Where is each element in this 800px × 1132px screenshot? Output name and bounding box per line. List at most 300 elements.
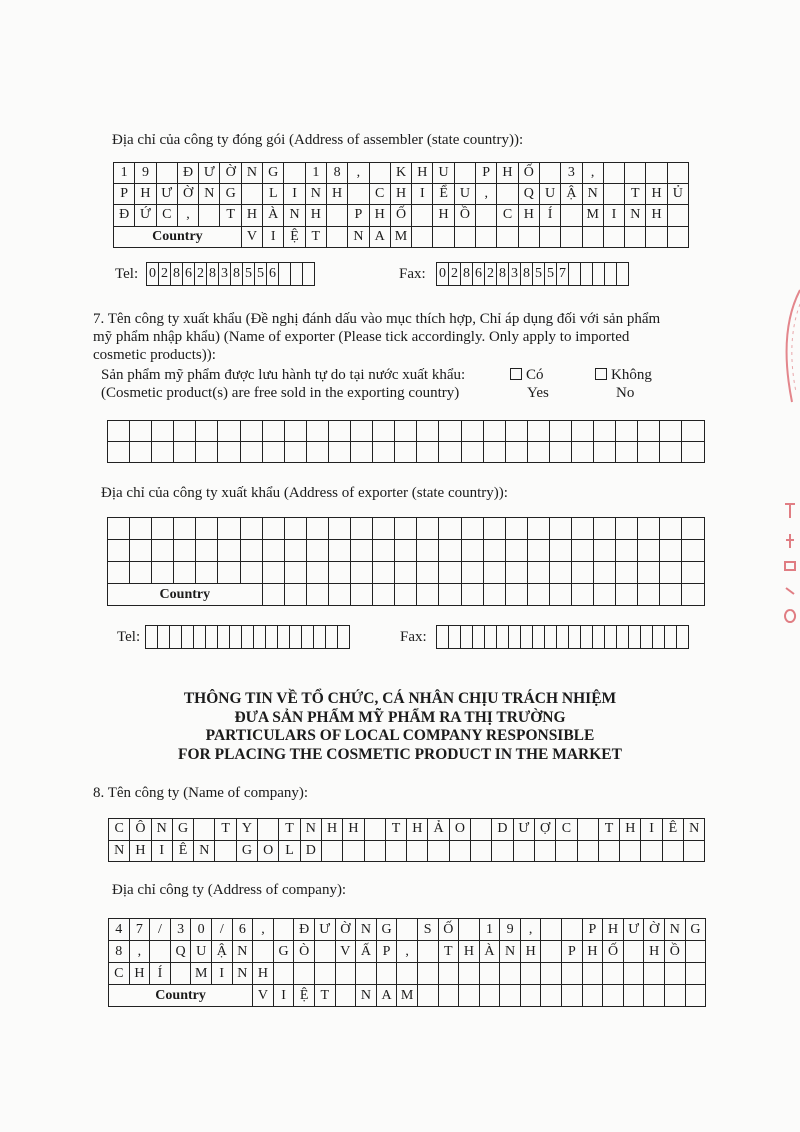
company-name-grid[interactable] bbox=[108, 818, 705, 862]
digit-box[interactable] bbox=[545, 626, 557, 649]
grid-cell[interactable] bbox=[373, 562, 395, 584]
grid-cell[interactable]: 4 bbox=[109, 919, 130, 941]
grid-cell[interactable] bbox=[373, 518, 395, 540]
grid-cell[interactable] bbox=[668, 163, 689, 184]
digit-box[interactable]: 2 bbox=[159, 263, 171, 286]
grid-cell[interactable]: Ậ bbox=[212, 941, 233, 963]
digit-box[interactable] bbox=[557, 626, 569, 649]
grid-cell[interactable] bbox=[484, 518, 506, 540]
grid-cell[interactable] bbox=[562, 963, 583, 985]
digit-box[interactable] bbox=[533, 626, 545, 649]
digit-box[interactable]: 8 bbox=[521, 263, 533, 286]
grid-cell[interactable] bbox=[412, 205, 433, 226]
grid-cell[interactable] bbox=[285, 442, 307, 463]
country-cell[interactable]: N bbox=[356, 985, 377, 1007]
digit-box[interactable] bbox=[509, 626, 521, 649]
grid-cell[interactable] bbox=[471, 819, 492, 841]
digit-box[interactable]: 7 bbox=[557, 263, 569, 286]
grid-cell[interactable]: Ể bbox=[433, 184, 454, 205]
digit-box[interactable] bbox=[617, 626, 629, 649]
grid-cell[interactable]: Ợ bbox=[535, 819, 556, 841]
grid-cell[interactable] bbox=[459, 919, 480, 941]
grid-cell[interactable] bbox=[604, 184, 625, 205]
grid-cell[interactable]: H bbox=[583, 941, 604, 963]
grid-cell[interactable]: N bbox=[284, 205, 305, 226]
exporter-address-grid[interactable] bbox=[107, 517, 705, 606]
grid-cell[interactable] bbox=[514, 841, 535, 863]
country-cell[interactable] bbox=[646, 227, 667, 248]
exporter-tel-boxes[interactable] bbox=[145, 625, 350, 649]
grid-cell[interactable]: N bbox=[500, 941, 521, 963]
country-cell[interactable] bbox=[562, 985, 583, 1007]
grid-cell[interactable] bbox=[572, 421, 594, 442]
grid-cell[interactable] bbox=[343, 841, 364, 863]
grid-cell[interactable]: T bbox=[220, 205, 241, 226]
country-cell[interactable] bbox=[519, 227, 540, 248]
grid-cell[interactable] bbox=[108, 562, 130, 584]
digit-box[interactable] bbox=[581, 626, 593, 649]
digit-box[interactable]: 8 bbox=[497, 263, 509, 286]
grid-cell[interactable]: Ư bbox=[624, 919, 645, 941]
grid-cell[interactable] bbox=[439, 540, 461, 562]
grid-cell[interactable]: H bbox=[253, 963, 274, 985]
grid-cell[interactable] bbox=[263, 562, 285, 584]
grid-cell[interactable] bbox=[528, 442, 550, 463]
grid-cell[interactable] bbox=[397, 919, 418, 941]
grid-cell[interactable] bbox=[242, 184, 263, 205]
grid-cell[interactable] bbox=[583, 963, 604, 985]
grid-cell[interactable] bbox=[196, 518, 218, 540]
grid-cell[interactable] bbox=[462, 442, 484, 463]
grid-cell[interactable]: N bbox=[194, 841, 215, 863]
grid-cell[interactable] bbox=[322, 841, 343, 863]
grid-cell[interactable] bbox=[439, 421, 461, 442]
grid-cell[interactable] bbox=[594, 518, 616, 540]
grid-cell[interactable]: , bbox=[397, 941, 418, 963]
grid-cell[interactable] bbox=[157, 163, 178, 184]
grid-cell[interactable]: M bbox=[191, 963, 212, 985]
grid-cell[interactable] bbox=[439, 562, 461, 584]
grid-cell[interactable] bbox=[480, 963, 501, 985]
grid-cell[interactable] bbox=[484, 562, 506, 584]
grid-cell[interactable] bbox=[550, 562, 572, 584]
grid-cell[interactable] bbox=[462, 518, 484, 540]
grid-cell[interactable]: Ờ bbox=[336, 919, 357, 941]
grid-cell[interactable]: H bbox=[521, 941, 542, 963]
grid-cell[interactable]: 0 bbox=[191, 919, 212, 941]
grid-cell[interactable] bbox=[274, 963, 295, 985]
grid-cell[interactable] bbox=[638, 562, 660, 584]
digit-box[interactable]: 2 bbox=[449, 263, 461, 286]
grid-cell[interactable] bbox=[351, 442, 373, 463]
grid-cell[interactable] bbox=[377, 963, 398, 985]
grid-cell[interactable] bbox=[484, 540, 506, 562]
grid-cell[interactable]: H bbox=[306, 205, 327, 226]
digit-box[interactable] bbox=[497, 626, 509, 649]
grid-cell[interactable]: P bbox=[562, 941, 583, 963]
grid-cell[interactable] bbox=[174, 421, 196, 442]
grid-cell[interactable] bbox=[348, 184, 369, 205]
grid-cell[interactable] bbox=[373, 421, 395, 442]
digit-box[interactable] bbox=[521, 626, 533, 649]
digit-box[interactable] bbox=[182, 626, 194, 649]
grid-cell[interactable] bbox=[294, 963, 315, 985]
digit-box[interactable] bbox=[677, 626, 689, 649]
grid-cell[interactable] bbox=[604, 163, 625, 184]
grid-cell[interactable] bbox=[351, 540, 373, 562]
digit-box[interactable] bbox=[641, 626, 653, 649]
grid-cell[interactable] bbox=[572, 518, 594, 540]
assembler-address-grid[interactable] bbox=[113, 162, 689, 248]
country-cell[interactable] bbox=[668, 227, 689, 248]
grid-cell[interactable] bbox=[373, 442, 395, 463]
grid-cell[interactable] bbox=[365, 841, 386, 863]
grid-cell[interactable] bbox=[641, 841, 662, 863]
grid-cell[interactable] bbox=[395, 421, 417, 442]
grid-cell[interactable] bbox=[253, 941, 274, 963]
digit-box[interactable] bbox=[449, 626, 461, 649]
country-cell[interactable] bbox=[528, 584, 550, 606]
grid-cell[interactable] bbox=[307, 442, 329, 463]
grid-cell[interactable]: Y bbox=[237, 819, 258, 841]
grid-cell[interactable] bbox=[174, 540, 196, 562]
grid-cell[interactable] bbox=[241, 442, 263, 463]
digit-box[interactable] bbox=[194, 626, 206, 649]
grid-cell[interactable]: Ờ bbox=[644, 919, 665, 941]
grid-cell[interactable] bbox=[130, 518, 152, 540]
grid-cell[interactable] bbox=[108, 442, 130, 463]
country-cell[interactable] bbox=[462, 584, 484, 606]
country-cell[interactable] bbox=[439, 584, 461, 606]
country-cell[interactable] bbox=[665, 985, 686, 1007]
grid-cell[interactable]: N bbox=[684, 819, 705, 841]
country-cell[interactable] bbox=[583, 227, 604, 248]
grid-cell[interactable] bbox=[395, 562, 417, 584]
grid-cell[interactable] bbox=[572, 562, 594, 584]
grid-cell[interactable]: , bbox=[583, 163, 604, 184]
grid-cell[interactable]: 1 bbox=[306, 163, 327, 184]
exporter-fax-boxes[interactable] bbox=[436, 625, 689, 649]
grid-cell[interactable] bbox=[351, 518, 373, 540]
country-cell[interactable] bbox=[484, 584, 506, 606]
country-cell[interactable] bbox=[412, 227, 433, 248]
country-cell[interactable] bbox=[307, 584, 329, 606]
grid-cell[interactable] bbox=[417, 518, 439, 540]
grid-cell[interactable]: C bbox=[109, 819, 130, 841]
grid-cell[interactable] bbox=[218, 562, 240, 584]
grid-cell[interactable]: N bbox=[625, 205, 646, 226]
digit-box[interactable] bbox=[581, 263, 593, 286]
digit-box[interactable] bbox=[146, 626, 158, 649]
country-cell[interactable]: A bbox=[377, 985, 398, 1007]
grid-cell[interactable] bbox=[307, 421, 329, 442]
digit-box[interactable]: 0 bbox=[147, 263, 159, 286]
digit-box[interactable] bbox=[218, 626, 230, 649]
grid-cell[interactable]: Ô bbox=[130, 819, 151, 841]
country-cell[interactable] bbox=[439, 985, 460, 1007]
grid-cell[interactable]: H bbox=[646, 205, 667, 226]
grid-cell[interactable] bbox=[484, 421, 506, 442]
grid-cell[interactable] bbox=[329, 442, 351, 463]
grid-cell[interactable] bbox=[556, 841, 577, 863]
grid-cell[interactable]: H bbox=[644, 941, 665, 963]
grid-cell[interactable]: H bbox=[646, 184, 667, 205]
grid-cell[interactable]: H bbox=[391, 184, 412, 205]
grid-cell[interactable] bbox=[561, 205, 582, 226]
grid-cell[interactable] bbox=[152, 518, 174, 540]
grid-cell[interactable] bbox=[241, 540, 263, 562]
grid-cell[interactable]: N bbox=[583, 184, 604, 205]
grid-cell[interactable]: Ê bbox=[173, 841, 194, 863]
grid-cell[interactable] bbox=[218, 421, 240, 442]
country-cell[interactable] bbox=[603, 985, 624, 1007]
country-cell[interactable] bbox=[572, 584, 594, 606]
grid-cell[interactable]: Ố bbox=[391, 205, 412, 226]
grid-cell[interactable] bbox=[616, 518, 638, 540]
grid-cell[interactable]: Ậ bbox=[561, 184, 582, 205]
grid-cell[interactable] bbox=[386, 841, 407, 863]
digit-box[interactable] bbox=[338, 626, 350, 649]
grid-cell[interactable] bbox=[174, 518, 196, 540]
grid-cell[interactable] bbox=[471, 841, 492, 863]
digit-box[interactable]: 2 bbox=[195, 263, 207, 286]
grid-cell[interactable] bbox=[684, 841, 705, 863]
grid-cell[interactable]: H bbox=[412, 163, 433, 184]
country-cell[interactable] bbox=[476, 227, 497, 248]
grid-cell[interactable]: Ố bbox=[603, 941, 624, 963]
grid-cell[interactable]: H bbox=[135, 184, 156, 205]
digit-box[interactable]: 8 bbox=[171, 263, 183, 286]
grid-cell[interactable]: N bbox=[665, 919, 686, 941]
country-cell[interactable]: T bbox=[315, 985, 336, 1007]
grid-cell[interactable]: Ờ bbox=[220, 163, 241, 184]
grid-cell[interactable] bbox=[351, 421, 373, 442]
grid-cell[interactable] bbox=[616, 562, 638, 584]
option-yes[interactable] bbox=[510, 366, 544, 384]
digit-box[interactable] bbox=[326, 626, 338, 649]
grid-cell[interactable] bbox=[199, 205, 220, 226]
country-cell[interactable] bbox=[660, 584, 682, 606]
digit-box[interactable] bbox=[290, 626, 302, 649]
grid-cell[interactable]: H bbox=[370, 205, 391, 226]
grid-cell[interactable] bbox=[407, 841, 428, 863]
grid-cell[interactable]: À bbox=[480, 941, 501, 963]
grid-cell[interactable]: H bbox=[459, 941, 480, 963]
grid-cell[interactable] bbox=[241, 421, 263, 442]
country-cell[interactable] bbox=[351, 584, 373, 606]
grid-cell[interactable]: T bbox=[215, 819, 236, 841]
grid-cell[interactable]: Ư bbox=[315, 919, 336, 941]
country-cell[interactable] bbox=[540, 227, 561, 248]
grid-cell[interactable] bbox=[484, 442, 506, 463]
grid-cell[interactable] bbox=[663, 841, 684, 863]
grid-cell[interactable] bbox=[196, 540, 218, 562]
grid-cell[interactable] bbox=[638, 421, 660, 442]
grid-cell[interactable]: P bbox=[114, 184, 135, 205]
country-cell[interactable]: V bbox=[253, 985, 274, 1007]
grid-cell[interactable] bbox=[616, 442, 638, 463]
grid-cell[interactable]: 3 bbox=[561, 163, 582, 184]
grid-cell[interactable]: H bbox=[407, 819, 428, 841]
grid-cell[interactable]: Ờ bbox=[178, 184, 199, 205]
grid-cell[interactable] bbox=[644, 963, 665, 985]
digit-box[interactable] bbox=[629, 626, 641, 649]
grid-cell[interactable] bbox=[562, 919, 583, 941]
digit-box[interactable] bbox=[593, 626, 605, 649]
country-cell[interactable] bbox=[550, 584, 572, 606]
grid-cell[interactable]: D bbox=[301, 841, 322, 863]
digit-box[interactable]: 3 bbox=[509, 263, 521, 286]
grid-cell[interactable] bbox=[397, 963, 418, 985]
grid-cell[interactable] bbox=[492, 841, 513, 863]
grid-cell[interactable] bbox=[665, 963, 686, 985]
grid-cell[interactable] bbox=[152, 421, 174, 442]
grid-cell[interactable] bbox=[285, 562, 307, 584]
digit-box[interactable] bbox=[569, 263, 581, 286]
digit-box[interactable] bbox=[485, 626, 497, 649]
country-cell[interactable]: V bbox=[242, 227, 263, 248]
grid-cell[interactable]: / bbox=[212, 919, 233, 941]
grid-cell[interactable] bbox=[373, 540, 395, 562]
country-cell[interactable] bbox=[604, 227, 625, 248]
grid-cell[interactable] bbox=[285, 540, 307, 562]
grid-cell[interactable]: 6 bbox=[233, 919, 254, 941]
grid-cell[interactable]: Ê bbox=[663, 819, 684, 841]
digit-box[interactable]: 8 bbox=[461, 263, 473, 286]
country-cell[interactable] bbox=[395, 584, 417, 606]
country-cell[interactable] bbox=[506, 584, 528, 606]
grid-cell[interactable]: 1 bbox=[480, 919, 501, 941]
grid-cell[interactable]: U bbox=[540, 184, 561, 205]
grid-cell[interactable] bbox=[241, 518, 263, 540]
assembler-tel-boxes[interactable] bbox=[146, 262, 315, 286]
grid-cell[interactable] bbox=[506, 442, 528, 463]
country-cell[interactable] bbox=[638, 584, 660, 606]
grid-cell[interactable]: Đ bbox=[114, 205, 135, 226]
grid-cell[interactable] bbox=[439, 963, 460, 985]
grid-cell[interactable]: 1 bbox=[114, 163, 135, 184]
grid-cell[interactable] bbox=[682, 562, 704, 584]
assembler-fax-boxes[interactable] bbox=[436, 262, 629, 286]
grid-cell[interactable]: S bbox=[418, 919, 439, 941]
grid-cell[interactable]: I bbox=[284, 184, 305, 205]
grid-cell[interactable] bbox=[660, 421, 682, 442]
grid-cell[interactable] bbox=[521, 963, 542, 985]
digit-box[interactable]: 8 bbox=[207, 263, 219, 286]
grid-cell[interactable]: T bbox=[386, 819, 407, 841]
grid-cell[interactable]: Ư bbox=[514, 819, 535, 841]
grid-cell[interactable]: N bbox=[356, 919, 377, 941]
digit-box[interactable] bbox=[653, 626, 665, 649]
country-cell[interactable] bbox=[459, 985, 480, 1007]
grid-cell[interactable]: L bbox=[279, 841, 300, 863]
grid-cell[interactable]: U bbox=[433, 163, 454, 184]
grid-cell[interactable] bbox=[307, 518, 329, 540]
grid-cell[interactable] bbox=[462, 562, 484, 584]
grid-cell[interactable] bbox=[500, 963, 521, 985]
grid-cell[interactable] bbox=[506, 518, 528, 540]
grid-cell[interactable]: 7 bbox=[130, 919, 151, 941]
grid-cell[interactable]: 8 bbox=[327, 163, 348, 184]
grid-cell[interactable]: , bbox=[253, 919, 274, 941]
grid-cell[interactable]: N bbox=[301, 819, 322, 841]
grid-cell[interactable]: P bbox=[583, 919, 604, 941]
country-cell[interactable] bbox=[285, 584, 307, 606]
grid-cell[interactable] bbox=[418, 941, 439, 963]
country-cell[interactable] bbox=[686, 985, 707, 1007]
grid-cell[interactable]: , bbox=[348, 163, 369, 184]
grid-cell[interactable] bbox=[130, 421, 152, 442]
grid-cell[interactable]: P bbox=[476, 163, 497, 184]
option-no[interactable] bbox=[595, 366, 652, 384]
grid-cell[interactable] bbox=[528, 562, 550, 584]
grid-cell[interactable] bbox=[638, 518, 660, 540]
country-cell[interactable] bbox=[480, 985, 501, 1007]
grid-cell[interactable]: P bbox=[377, 941, 398, 963]
grid-cell[interactable]: Ố bbox=[439, 919, 460, 941]
grid-cell[interactable] bbox=[336, 963, 357, 985]
grid-cell[interactable]: G bbox=[237, 841, 258, 863]
country-cell[interactable] bbox=[561, 227, 582, 248]
grid-cell[interactable]: Q bbox=[171, 941, 192, 963]
country-cell[interactable]: I bbox=[274, 985, 295, 1007]
grid-cell[interactable]: H bbox=[433, 205, 454, 226]
country-cell[interactable] bbox=[327, 227, 348, 248]
grid-cell[interactable]: N bbox=[306, 184, 327, 205]
country-cell[interactable] bbox=[682, 584, 704, 606]
grid-cell[interactable] bbox=[417, 562, 439, 584]
grid-cell[interactable] bbox=[506, 562, 528, 584]
grid-cell[interactable]: Ư bbox=[157, 184, 178, 205]
grid-cell[interactable]: Ồ bbox=[455, 205, 476, 226]
grid-cell[interactable] bbox=[455, 163, 476, 184]
grid-cell[interactable] bbox=[646, 163, 667, 184]
grid-cell[interactable] bbox=[594, 540, 616, 562]
grid-cell[interactable] bbox=[130, 540, 152, 562]
grid-cell[interactable] bbox=[682, 540, 704, 562]
grid-cell[interactable]: Í bbox=[540, 205, 561, 226]
grid-cell[interactable] bbox=[541, 941, 562, 963]
grid-cell[interactable] bbox=[528, 518, 550, 540]
grid-cell[interactable]: Í bbox=[150, 963, 171, 985]
country-cell[interactable] bbox=[263, 584, 285, 606]
grid-cell[interactable]: Ấ bbox=[356, 941, 377, 963]
grid-cell[interactable]: Ả bbox=[428, 819, 449, 841]
country-cell[interactable] bbox=[336, 985, 357, 1007]
grid-cell[interactable] bbox=[329, 518, 351, 540]
grid-cell[interactable]: Q bbox=[519, 184, 540, 205]
grid-cell[interactable] bbox=[594, 562, 616, 584]
grid-cell[interactable]: , bbox=[521, 919, 542, 941]
grid-cell[interactable] bbox=[439, 442, 461, 463]
grid-cell[interactable] bbox=[476, 205, 497, 226]
grid-cell[interactable]: V bbox=[336, 941, 357, 963]
grid-cell[interactable] bbox=[682, 421, 704, 442]
digit-box[interactable] bbox=[266, 626, 278, 649]
grid-cell[interactable]: D bbox=[492, 819, 513, 841]
grid-cell[interactable] bbox=[315, 963, 336, 985]
grid-cell[interactable] bbox=[417, 442, 439, 463]
grid-cell[interactable] bbox=[150, 941, 171, 963]
grid-cell[interactable]: L bbox=[263, 184, 284, 205]
grid-cell[interactable] bbox=[541, 919, 562, 941]
grid-cell[interactable] bbox=[572, 540, 594, 562]
country-cell[interactable] bbox=[616, 584, 638, 606]
digit-box[interactable] bbox=[302, 626, 314, 649]
digit-box[interactable]: 6 bbox=[267, 263, 279, 286]
grid-cell[interactable]: C bbox=[109, 963, 130, 985]
grid-cell[interactable]: C bbox=[497, 205, 518, 226]
